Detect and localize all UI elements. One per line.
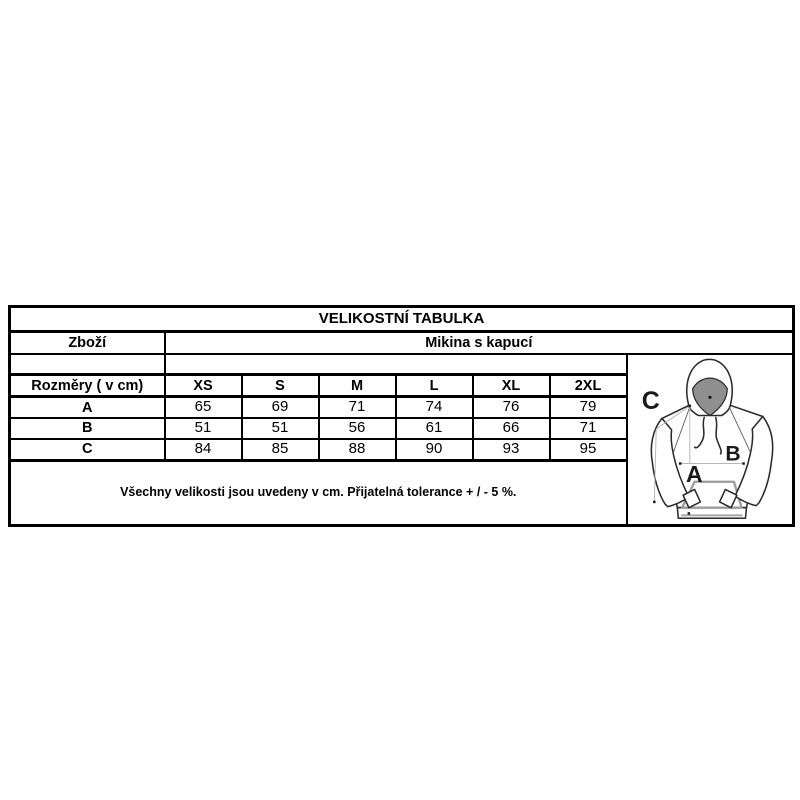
value-a-m: 71 <box>319 397 396 418</box>
tolerance-note: Všechny velikosti jsou uvedeny v cm. Přijatelná tolerance + / - 5 %. <box>10 460 627 525</box>
value-b-l: 61 <box>396 418 473 439</box>
value-c-l: 90 <box>396 439 473 460</box>
value-a-xs: 65 <box>165 397 242 418</box>
spacer-cell-left <box>10 354 165 375</box>
value-b-2xl: 71 <box>550 418 627 439</box>
size-header-m: M <box>319 375 396 397</box>
measure-dot <box>689 404 691 406</box>
hood-dot <box>709 395 712 398</box>
hoodie-diagram <box>628 356 791 524</box>
value-a-xl: 76 <box>473 397 550 418</box>
title-row <box>10 307 794 332</box>
spacer-row <box>10 354 794 375</box>
size-header-2xl: 2XL <box>550 375 627 397</box>
value-a-2xl: 79 <box>550 397 627 418</box>
size-header-s: S <box>242 375 319 397</box>
value-c-xl: 93 <box>473 439 550 460</box>
value-b-m: 56 <box>319 418 396 439</box>
spacer-cell-middle <box>165 354 627 375</box>
value-c-2xl: 95 <box>550 439 627 460</box>
row-label-a: A <box>10 397 165 418</box>
value-a-s: 69 <box>242 397 319 418</box>
dimension-label-b: B <box>725 442 741 466</box>
size-chart-table <box>8 305 795 527</box>
size-header-xs: XS <box>165 375 242 397</box>
value-c-s: 85 <box>242 439 319 460</box>
value-c-xs: 84 <box>165 439 242 460</box>
row-label-c: C <box>10 439 165 460</box>
dimensions-label: Rozměry ( v cm) <box>10 375 165 397</box>
value-a-l: 74 <box>396 397 473 418</box>
measure-dot <box>679 462 681 464</box>
measure-dot <box>688 512 690 514</box>
measure-dot <box>653 500 655 502</box>
hoodie-diagram-cell <box>627 354 794 525</box>
value-b-xl: 66 <box>473 418 550 439</box>
value-b-s: 51 <box>242 418 319 439</box>
table-title: VELIKOSTNÍ TABULKA <box>10 307 794 332</box>
product-value: Mikina s kapucí <box>165 332 794 355</box>
product-row <box>10 332 794 355</box>
measure-dot <box>743 462 745 464</box>
size-header-l: L <box>396 375 473 397</box>
product-label: Zboží <box>10 332 165 355</box>
value-b-xs: 51 <box>165 418 242 439</box>
size-header-xl: XL <box>473 375 550 397</box>
row-label-b: B <box>10 418 165 439</box>
dimension-label-a: A <box>686 460 703 487</box>
value-c-m: 88 <box>319 439 396 460</box>
dimension-label-c: C <box>642 386 661 415</box>
